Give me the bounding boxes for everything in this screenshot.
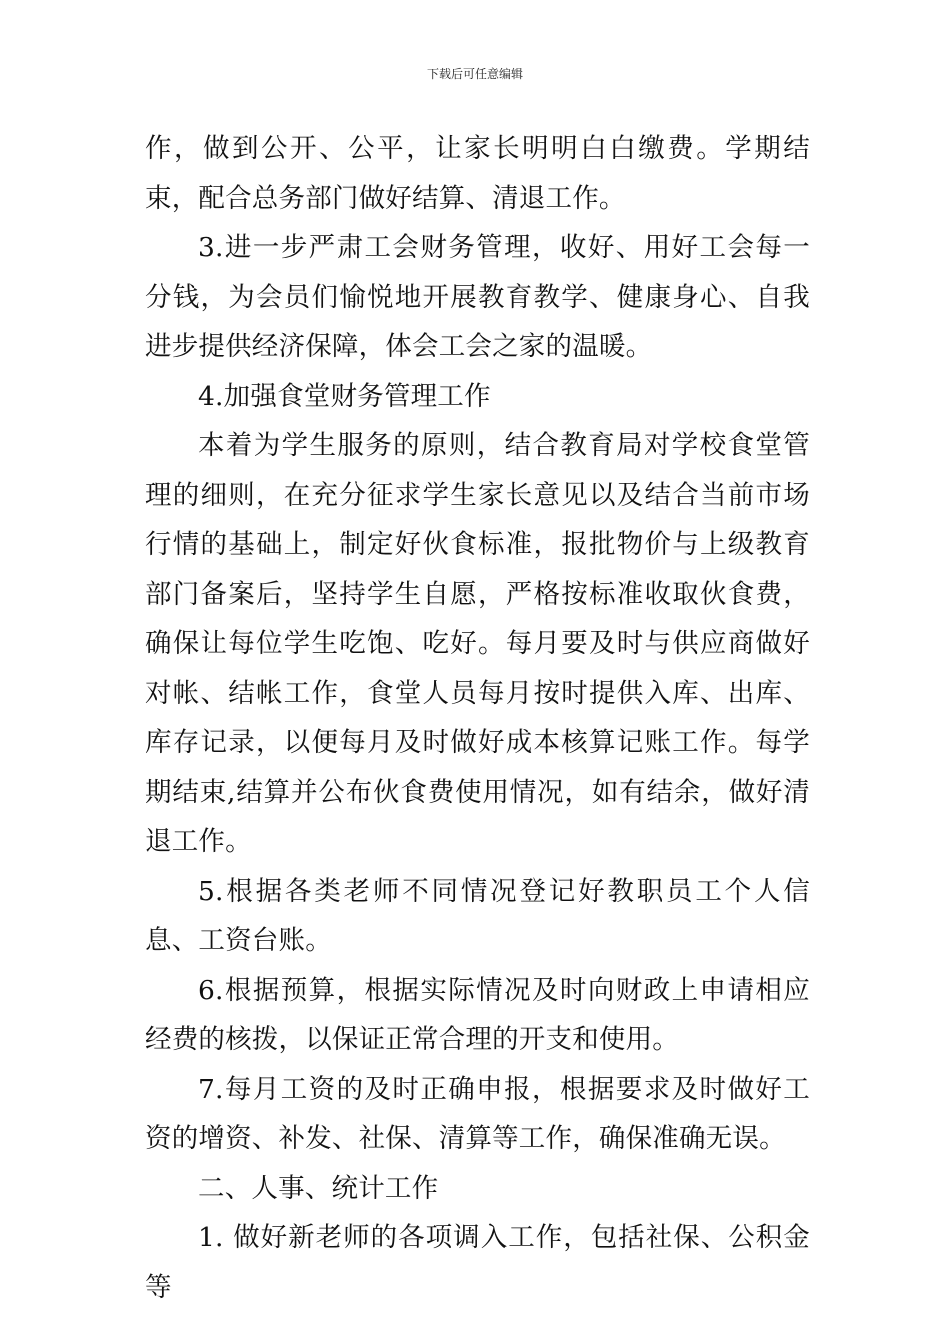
paragraph-5: 5.根据各类老师不同情况登记好教职员工个人信息、工资台账。 [145,875,810,956]
paragraph-7: 7.每月工资的及时正确申报，根据要求及时做好工资的增资、补发、社保、清算等工作，确保准确无误。 [145,1073,810,1154]
document-body [145,124,810,1312]
section-heading: 二、人事、统计工作 [198,1172,439,1204]
paragraph-4: 本着为学生服务的原则，结合教育局对学校食堂管理的细则，在充分征求学生家长意见以及结合当前市场行情的基础上，制定好伙食标准，报批物价与上级教育部门备案后，坚持学生自愿，严格按标准收取伙食费，确保让每位学生吃饱、吃好。每月要及时与供应商做好对帐、结帐工作，食堂人员每月按时提供入库、出库、库存记录，以便每月及时做好成本核算记账工作。每学期结束,结算并公布伙食费使用情况，如有结余，做好清退工作。 [145,430,810,857]
paragraph-1: 作，做到公开、公平，让家长明明白白缴费。学期结束，配合总务部门做好结算、清退工作。 [145,133,810,214]
paragraph-2: 3.进一步严肃工会财务管理，收好、用好工会每一分钱，为会员们愉悦地开展教育教学、健康身心、自我进步提供经济保障，体会工会之家的温暖。 [145,232,810,362]
paragraph-3: 4.加强食堂财务管理工作 [198,380,491,412]
page-header: 下载后可任意编辑 [426,67,523,81]
paragraph-6: 6.根据预算，根据实际情况及时向财政上申请相应经费的核拨，以保证正常合理的开支和使用。 [145,974,810,1055]
paragraph-8: 1. 做好新老师的各项调入工作，包括社保、公积金等 [145,1222,810,1303]
